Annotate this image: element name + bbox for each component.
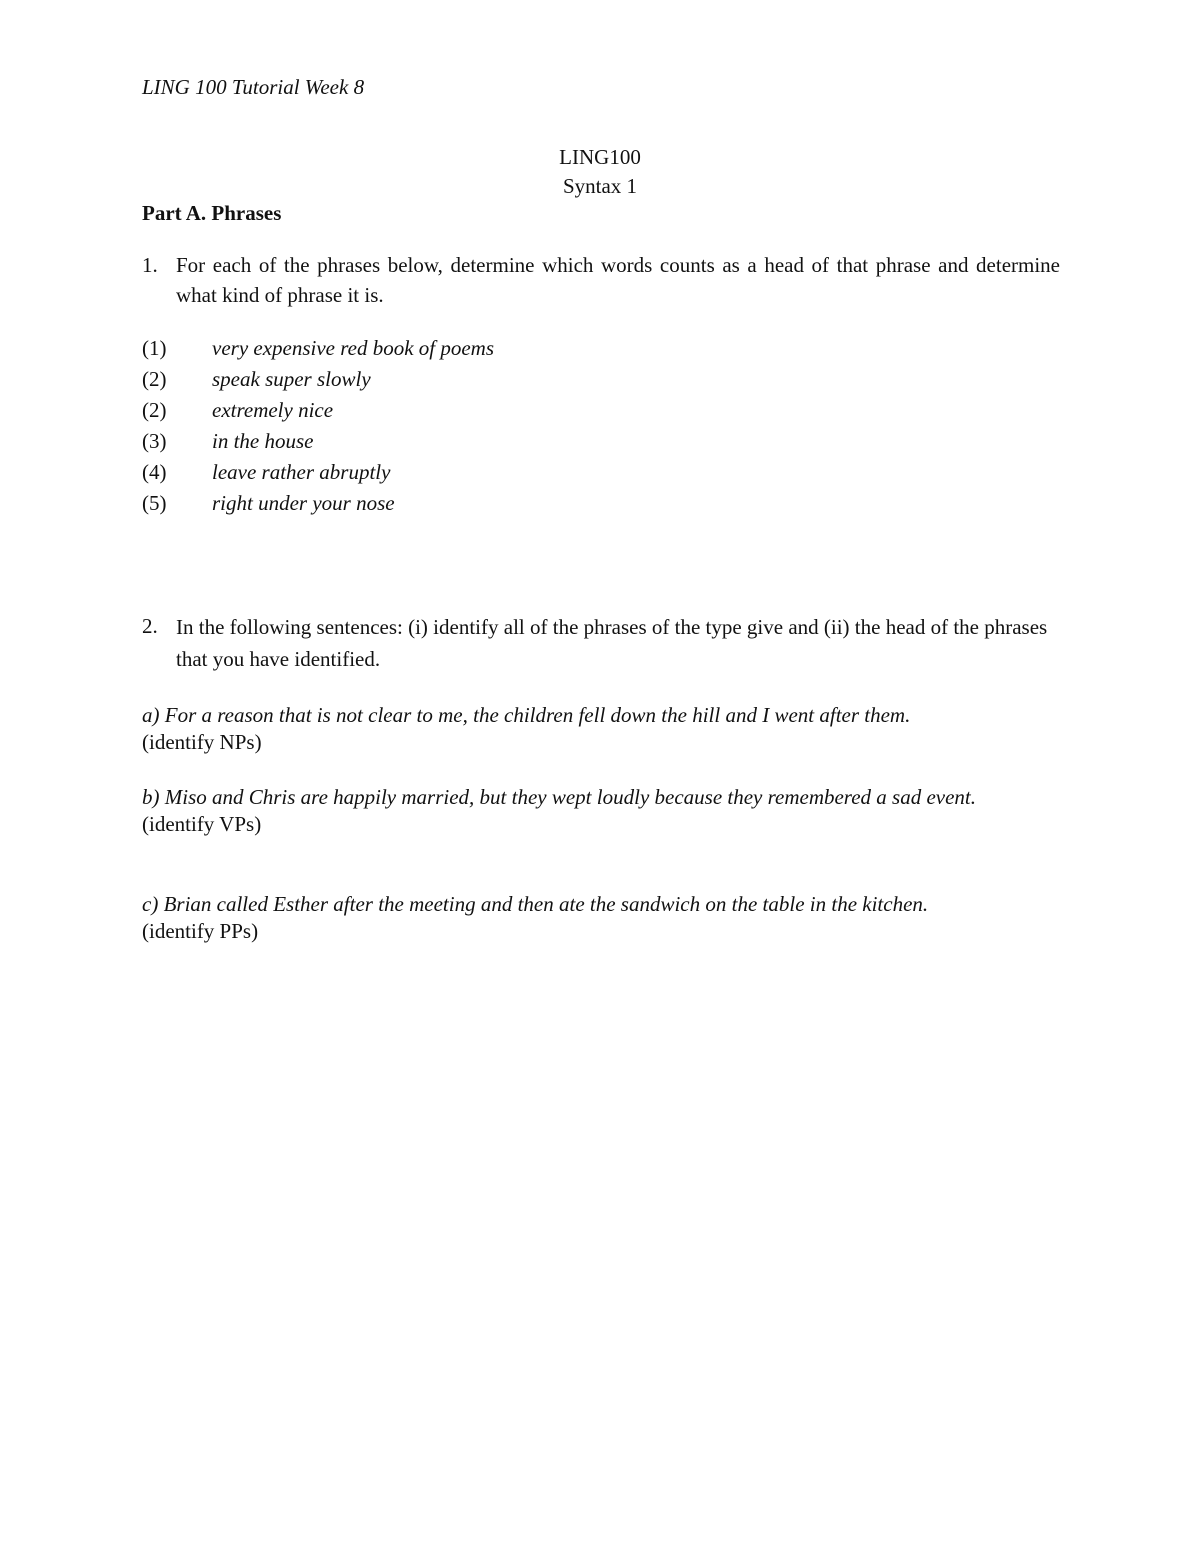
course-title: LING100: [559, 145, 641, 169]
list-item: [142, 333, 494, 364]
list-item: [142, 395, 494, 426]
sentence-instruction: (identify NPs): [142, 730, 262, 754]
list-item: [142, 364, 494, 395]
question-text: For each of the phrases below, determine which words counts as a head of that phrase and determine what kind of phrase it is.: [176, 253, 1060, 307]
item-number: (5): [142, 491, 167, 515]
question-2: [142, 611, 1060, 675]
sentence-b: [142, 784, 1042, 838]
question-number: 2.: [142, 614, 158, 638]
sentence-a: [142, 702, 1042, 756]
item-phrase: extremely nice: [212, 398, 334, 422]
sentence-text: b) Miso and Chris are happily married, but they wept loudly because they remembered a sad event.: [142, 785, 976, 809]
item-phrase: in the house: [212, 429, 314, 453]
item-number: (4): [142, 460, 167, 484]
question-number: 1.: [142, 253, 158, 277]
item-number: (2): [142, 398, 167, 422]
item-number: (3): [142, 429, 167, 453]
question-1: [142, 250, 1060, 310]
sentence-instruction: (identify PPs): [142, 919, 259, 943]
sentence-text: c) Brian called Esther after the meeting and then ate the sandwich on the table in the kitchen.: [142, 892, 929, 916]
sentence-c: [142, 891, 1042, 945]
part-heading: Part A. Phrases: [142, 201, 282, 225]
question-text: In the following sentences: (i) identify all of the phrases of the type give and (ii) the head of the phrases that you have identified.: [176, 615, 1048, 671]
item-phrase: very expensive red book of poems: [212, 336, 495, 360]
sentence-text: a) For a reason that is not clear to me, the children fell down the hill and I went after them.: [142, 703, 911, 727]
item-phrase: leave rather abruptly: [212, 460, 391, 484]
item-number: (1): [142, 336, 167, 360]
phrase-list: [142, 333, 494, 519]
list-item: [142, 426, 494, 457]
running-header: LING 100 Tutorial Week 8: [142, 75, 365, 99]
item-phrase: right under your nose: [212, 491, 395, 515]
item-phrase: speak super slowly: [212, 367, 371, 391]
list-item: [142, 488, 494, 519]
topic-title: Syntax 1: [562, 174, 638, 198]
title-block: [0, 143, 1200, 201]
item-number: (2): [142, 367, 167, 391]
list-item: [142, 457, 494, 488]
sentence-instruction: (identify VPs): [142, 812, 262, 836]
